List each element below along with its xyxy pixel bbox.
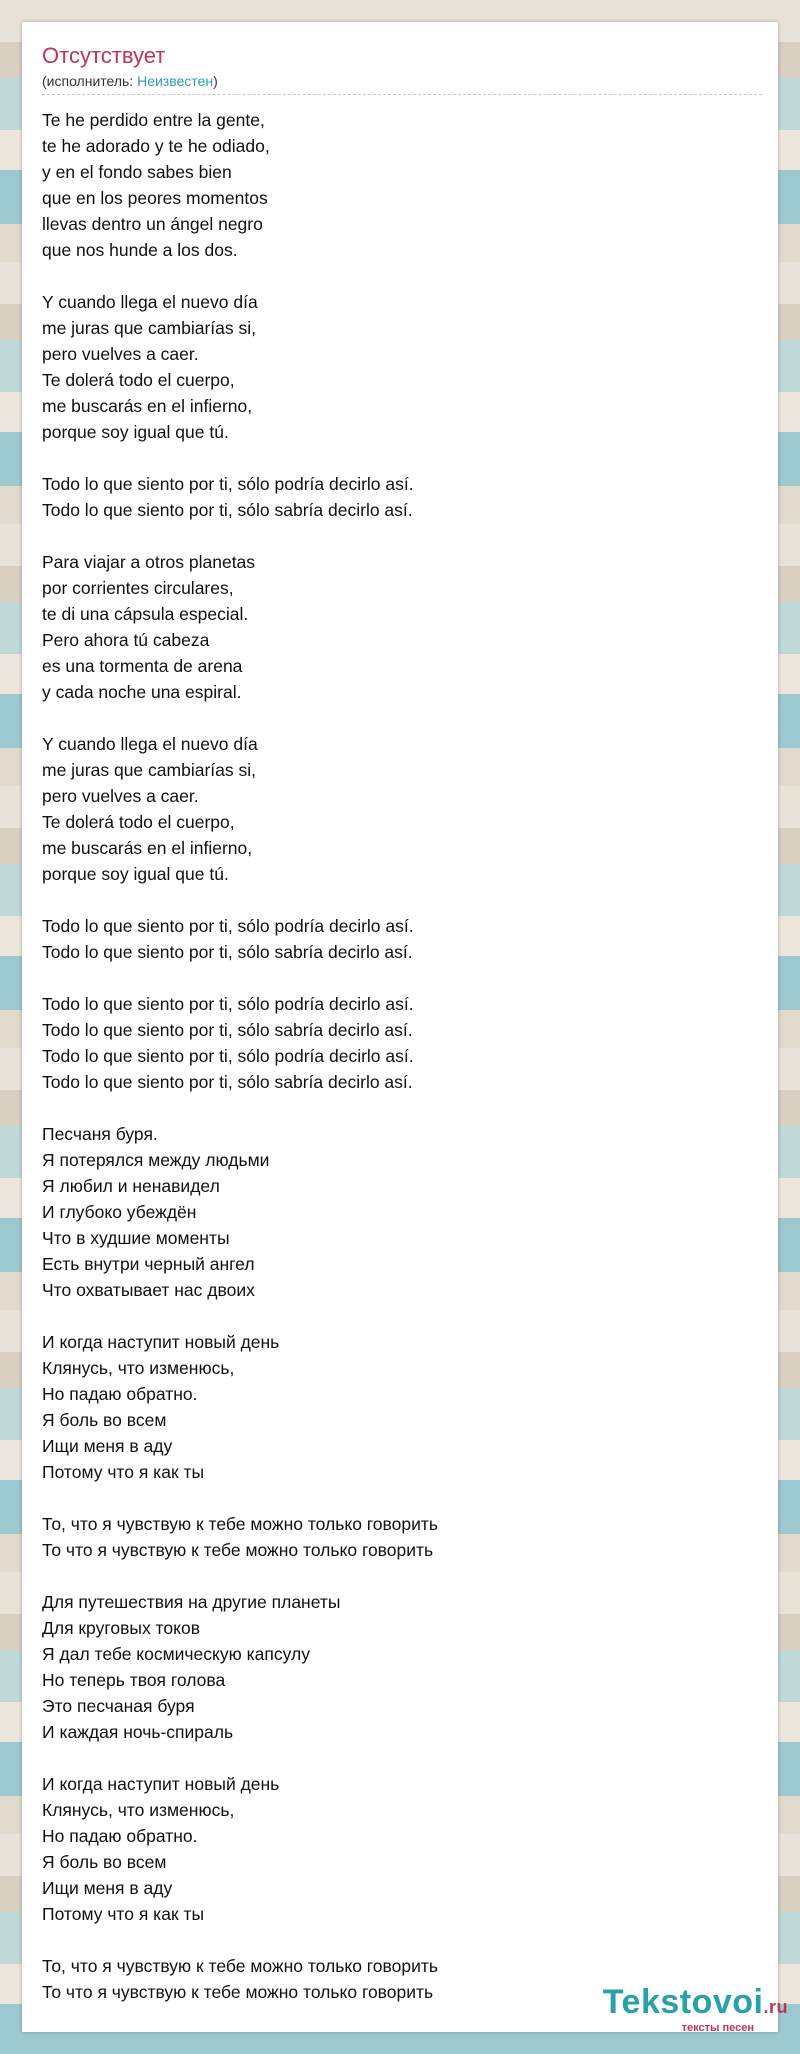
lyrics-line: Я боль во всем (42, 1410, 167, 1430)
logo-tagline: тексты песен (681, 2022, 754, 2034)
lyrics-line: Te dolerá todo el cuerpo, (42, 812, 235, 832)
lyrics-line: То что я чувствую к тебе можно только говорить (42, 1540, 434, 1560)
lyrics-line: И когда наступит новый день (42, 1774, 280, 1794)
lyrics-stanza (42, 731, 758, 887)
lyrics-line: me juras que cambiarías si, (42, 318, 256, 338)
lyrics-stanza (42, 289, 758, 445)
lyrics-line: Pero ahora tú cabeza (42, 630, 210, 650)
lyrics-line: me juras que cambiarías si, (42, 760, 256, 780)
lyrics-line: Todo lo que siento por ti, sólo podría decirlo así. (42, 916, 414, 936)
logo-name: Tekstovoi (602, 1983, 764, 2021)
artist-prefix: (исполнитель: (42, 73, 138, 89)
lyrics-line: Todo lo que siento por ti, sólo sabría decirlo así. (42, 1020, 413, 1040)
lyrics-line: llevas dentro un ángel negro (42, 214, 263, 234)
lyrics-line: Te he perdido entre la gente, (42, 110, 265, 130)
song-title: Отсутствует (42, 43, 166, 68)
lyrics-line: me buscarás en el infierno, (42, 838, 253, 858)
lyrics-line: Потому что я как ты (42, 1904, 205, 1924)
lyrics-stanza (42, 991, 758, 1095)
lyrics-line: Я боль во всем (42, 1852, 167, 1872)
lyrics-line: Todo lo que siento por ti, sólo podría decirlo así. (42, 994, 414, 1014)
lyrics-line: Есть внутри черный ангел (42, 1254, 255, 1274)
lyrics-line: pero vuelves a caer. (42, 786, 199, 806)
lyrics-line: porque soy igual que tú. (42, 422, 229, 442)
lyrics-line: Но падаю обратно. (42, 1826, 198, 1846)
lyrics-line: te di una cápsula especial. (42, 604, 249, 624)
lyrics-line: Para viajar a otros planetas (42, 552, 256, 572)
logo-tld: .ru (763, 1997, 788, 2017)
lyrics-line: То что я чувствую к тебе можно только говорить (42, 1982, 434, 2002)
lyrics-line: Todo lo que siento por ti, sólo sabría decirlo así. (42, 1072, 413, 1092)
lyrics-line: Что в худшие моменты (42, 1228, 230, 1248)
lyrics-stanza (42, 1511, 758, 1563)
lyrics-body (42, 107, 758, 2005)
lyrics-card (22, 22, 778, 2032)
artist-line (42, 72, 762, 95)
lyrics-line: Y cuando llega el nuevo día (42, 734, 258, 754)
lyrics-line: Но теперь твоя голова (42, 1670, 226, 1690)
lyrics-line: es una tormenta de arena (42, 656, 243, 676)
lyrics-line: Это песчаная буря (42, 1696, 195, 1716)
lyrics-line: И каждая ночь-спираль (42, 1722, 234, 1742)
lyrics-line: Todo lo que siento por ti, sólo podría decirlo así. (42, 474, 414, 494)
lyrics-stanza (42, 1771, 758, 1927)
lyrics-line: То, что я чувствую к тебе можно только говорить (42, 1514, 439, 1534)
lyrics-line: Я потерялся между людьми (42, 1150, 270, 1170)
lyrics-line: me buscarás en el infierno, (42, 396, 253, 416)
lyrics-line: que en los peores momentos (42, 188, 268, 208)
lyrics-line: por corrientes circulares, (42, 578, 234, 598)
lyrics-line: Todo lo que siento por ti, sólo sabría decirlo así. (42, 500, 413, 520)
lyrics-line: Клянусь, что изменюсь, (42, 1358, 235, 1378)
artist-suffix: ) (213, 73, 218, 89)
lyrics-line: pero vuelves a caer. (42, 344, 199, 364)
lyrics-line: Для путешествия на другие планеты (42, 1592, 341, 1612)
artist-link[interactable]: Неизвестен (137, 73, 214, 89)
lyrics-line: Te dolerá todo el cuerpo, (42, 370, 235, 390)
lyrics-line: porque soy igual que tú. (42, 864, 229, 884)
lyrics-line: que nos hunde a los dos. (42, 240, 238, 260)
lyrics-stanza (42, 107, 758, 263)
lyrics-stanza (42, 471, 758, 523)
lyrics-stanza (42, 1329, 758, 1485)
lyrics-line: Ищи меня в аду (42, 1878, 173, 1898)
lyrics-line: Я любил и ненавидел (42, 1176, 220, 1196)
lyrics-stanza (42, 1121, 758, 1303)
lyrics-line: И когда наступит новый день (42, 1332, 280, 1352)
lyrics-line: Y cuando llega el nuevo día (42, 292, 258, 312)
lyrics-stanza (42, 549, 758, 705)
lyrics-line: Песчаня буря. (42, 1124, 158, 1144)
lyrics-line: Для круговых токов (42, 1618, 200, 1638)
lyrics-line: Потому что я как ты (42, 1462, 205, 1482)
lyrics-line: Я дал тебе космическую капсулу (42, 1644, 310, 1664)
site-logo[interactable] (603, 1985, 788, 2034)
lyrics-line: y en el fondo sabes bien (42, 162, 232, 182)
lyrics-line: Клянусь, что изменюсь, (42, 1800, 235, 1820)
lyrics-line: То, что я чувствую к тебе можно только говорить (42, 1956, 439, 1976)
lyrics-line: И глубоко убеждён (42, 1202, 197, 1222)
lyrics-line: Ищи меня в аду (42, 1436, 173, 1456)
lyrics-line: y cada noche una espiral. (42, 682, 242, 702)
lyrics-line: Что охватывает нас двоих (42, 1280, 255, 1300)
lyrics-line: Todo lo que siento por ti, sólo sabría decirlo así. (42, 942, 413, 962)
lyrics-stanza (42, 1589, 758, 1745)
lyrics-stanza (42, 913, 758, 965)
lyrics-line: Todo lo que siento por ti, sólo podría decirlo así. (42, 1046, 414, 1066)
lyrics-line: te he adorado y te he odiado, (42, 136, 270, 156)
lyrics-line: Но падаю обратно. (42, 1384, 198, 1404)
